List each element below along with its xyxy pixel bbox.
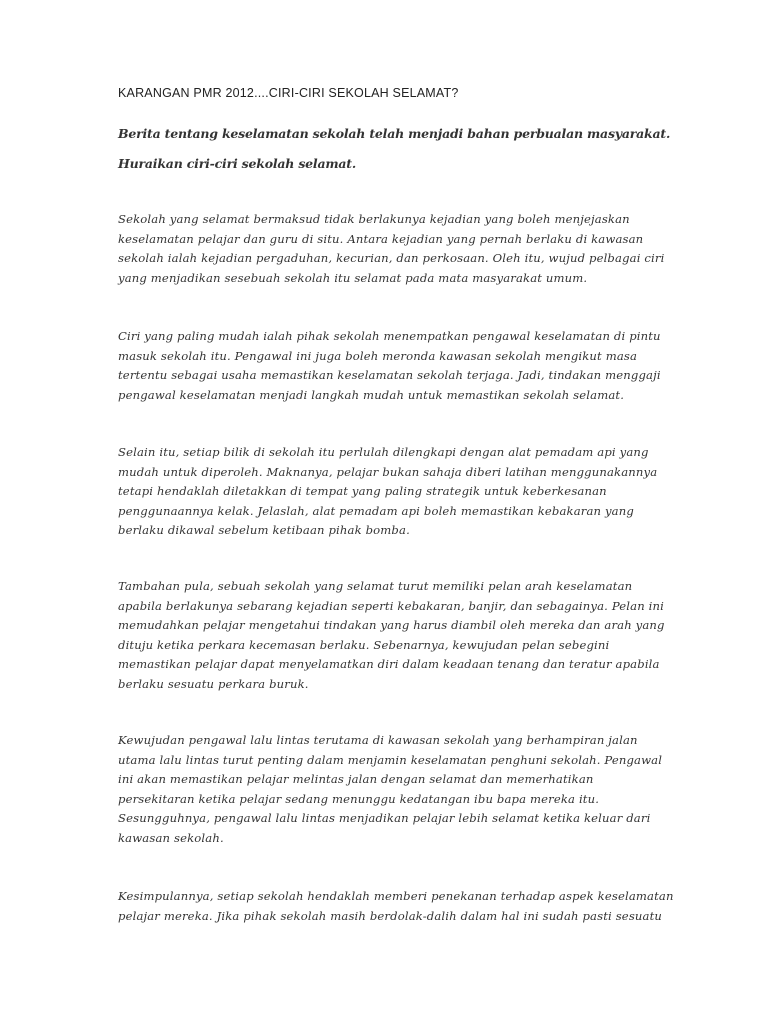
paragraph-line: mudah untuk diperoleh. Maknanya, pelajar bukan sahaja diberi latihan menggunakannya — [118, 464, 658, 479]
document-title: KARANGAN PMR 2012....CIRI-CIRI SEKOLAH SELAMAT? — [118, 86, 459, 100]
paragraph-line: pelajar mereka. Jika pihak sekolah masih berdolak-dalih dalam hal ini sudah pasti sesuatu — [118, 908, 663, 923]
paragraph-security-guard — [118, 327, 663, 405]
paragraph-line: sekolah ialah kejadian pergaduhan, kecurian, dan perkosaan. Oleh itu, wujud pelbagai ciri — [118, 251, 665, 266]
paragraph-line: berlaku sesuatu perkara buruk. — [118, 676, 309, 691]
paragraph-line: ini akan memastikan pelajar melintas jalan dengan selamat dan memerhatikan — [118, 772, 594, 787]
paragraph-line: Selain itu, setiap bilik di sekolah itu perlulah dilengkapi dengan alat pemadam api yang — [118, 445, 649, 459]
paragraph-line: Ciri yang paling mudah ialah pihak sekolah menempatkan pengawal keselamatan di pintu — [118, 329, 661, 343]
paragraph-line: tetapi hendaklah diletakkan di tempat yang paling strategik untuk keberkesanan — [118, 484, 607, 499]
paragraph-line: yang menjadikan sesebuah sekolah itu selamat pada mata masyarakat umum. — [118, 270, 588, 285]
paragraph-line: kawasan sekolah. — [118, 830, 224, 845]
paragraph-line: tertentu sebagai usaha memastikan keselamatan sekolah terjaga. Jadi, tindakan menggaji — [118, 368, 661, 383]
paragraph-line: memudahkan pelajar mengetahui tindakan yang harus diambil oleh mereka dan arah yang — [118, 618, 665, 633]
paragraph-line: Tambahan pula, sebuah sekolah yang selamat turut memiliki pelan arah keselamatan — [118, 579, 633, 593]
paragraph-line: dituju ketika perkara kecemasan berlaku. Sebenarnya, kewujudan pelan sebegini — [118, 637, 610, 652]
question-line-2: Huraikan ciri-ciri sekolah selamat. — [118, 156, 357, 171]
paragraph-line: memastikan pelajar dapat menyelamatkan diri dalam keadaan tenang dan teratur apabila — [118, 657, 660, 672]
paragraph-line: persekitaran ketika pelajar sedang menunggu kedatangan ibu bapa mereka itu. — [118, 791, 600, 806]
paragraph-line: berlaku dikawal sebelum ketibaan pihak bomba. — [118, 523, 410, 538]
paragraph-safety-plan — [118, 577, 663, 695]
paragraph-line: keselamatan pelajar dan guru di situ. Antara kejadian yang pernah berlaku di kawasan — [118, 231, 644, 246]
paragraph-line: Sekolah yang selamat bermaksud tidak berlakunya kejadian yang boleh menjejaskan — [118, 212, 630, 226]
paragraph-line: apabila berlakunya sebarang kejadian seperti kebakaran, banjir, dan sebagainya. Pelan ini — [118, 598, 664, 613]
paragraph-line: utama lalu lintas turut penting dalam menjamin keselamatan penghuni sekolah. Pengawal — [118, 752, 663, 767]
paragraph-line: pengawal keselamatan menjadi langkah mudah untuk memastikan sekolah selamat. — [118, 387, 625, 402]
paragraph-line: masuk sekolah itu. Pengawal ini juga boleh meronda kawasan sekolah mengikut masa — [118, 348, 638, 363]
question-line-1: Berita tentang keselamatan sekolah telah menjadi bahan perbualan masyarakat. — [118, 126, 671, 141]
paragraph-line: Sesungguhnya, pengawal lalu lintas menjadikan pelajar lebih selamat ketika keluar dari — [118, 811, 651, 826]
paragraph-line: Kesimpulannya, setiap sekolah hendaklah memberi penekanan terhadap aspek keselamatan — [118, 889, 674, 903]
paragraph-introduction — [118, 210, 663, 288]
paragraph-line: penggunaannya kelak. Jelaslah, alat pemadam api boleh memastikan kebakaran yang — [118, 503, 634, 518]
paragraph-line: Kewujudan pengawal lalu lintas terutama di kawasan sekolah yang berhampiran jalan — [118, 733, 638, 747]
paragraph-fire-extinguisher — [118, 443, 663, 541]
paragraph-conclusion — [118, 887, 674, 926]
paragraph-traffic-warden — [118, 731, 663, 849]
